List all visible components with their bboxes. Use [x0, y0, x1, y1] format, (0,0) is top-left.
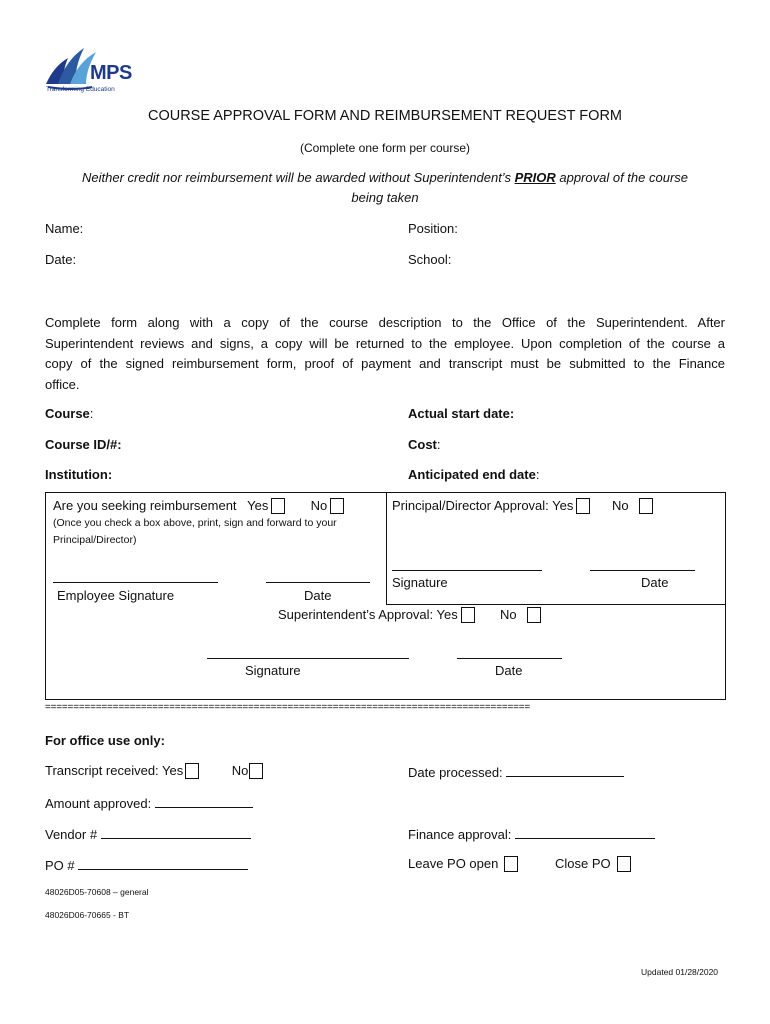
seeking-yes-label: Yes [247, 498, 269, 513]
seeking-note-1: (Once you check a box above, print, sign and forward to your [53, 517, 337, 529]
close-po-label: Close PO [555, 856, 611, 871]
instructions-line: office. [45, 376, 80, 392]
cost-label-colon: : [436, 437, 441, 452]
transcript-yes-checkbox[interactable] [185, 763, 199, 779]
instructions-line: Complete form along with a copy of the course description to the Office of the Superintendent. After [45, 315, 725, 330]
seeking-yes-checkbox[interactable] [271, 498, 285, 514]
instructions-line: copy of the signed reimbursement form, proof of payment and transcript must be submitted to the Finance [45, 356, 725, 371]
principal-signature-label: Signature [392, 575, 448, 590]
date-processed-label: Date processed: [408, 765, 503, 780]
cost-label-text: Cost [408, 437, 437, 452]
employee-date-label: Date [304, 588, 332, 603]
vendor-label: Vendor # [45, 827, 98, 842]
start-date-label: Actual start date: [408, 406, 515, 421]
notice-prior: PRIOR [514, 170, 556, 185]
office-use-heading: For office use only: [45, 733, 165, 748]
seeking-no-label: No [310, 498, 328, 513]
po-field[interactable] [78, 856, 248, 870]
form-title: COURSE APPROVAL FORM AND REIMBURSEMENT REQUEST FORM [147, 108, 622, 124]
form-code-bt: 48026D06-70665 - BT [45, 910, 130, 920]
approval-divider [386, 492, 387, 605]
close-po-checkbox[interactable] [617, 856, 631, 872]
school-label: School: [408, 252, 452, 267]
date-processed-field[interactable] [506, 763, 624, 777]
transcript-no-checkbox[interactable] [249, 763, 263, 779]
superintendent-yes-checkbox[interactable] [461, 607, 475, 623]
superintendent-label: Superintendent’s Approval: Yes [278, 607, 458, 622]
finance-approval-field[interactable] [515, 825, 655, 839]
principal-signature-line [392, 570, 542, 571]
employee-signature-line [53, 582, 218, 583]
notice-pre: Neither credit nor reimbursement will be awarded without Superintendent’s [81, 170, 515, 185]
course-label-text: Course [45, 406, 90, 421]
logo-tagline: Transforming Education [46, 86, 115, 93]
employee-signature-label: Employee Signature [57, 588, 175, 603]
position-label: Position: [408, 221, 458, 236]
course-label [45, 406, 93, 421]
amount-approved-field[interactable] [155, 794, 253, 808]
form-code-general: 48026D05-70608 – general [45, 887, 149, 897]
principal-date-line [590, 570, 695, 571]
course-id-label: Course ID/#: [45, 437, 122, 452]
superintendent-signature-label: Signature [245, 663, 301, 678]
transcript-no-label: No [231, 763, 249, 778]
principal-yes-checkbox[interactable] [576, 498, 590, 514]
principal-no-label: No [612, 498, 629, 513]
form-subtitle: (Complete one form per course) [299, 141, 471, 155]
seeking-note-2: Principal/Director) [53, 534, 137, 546]
superintendent-signature-line [207, 658, 409, 659]
transcript-received [45, 763, 263, 779]
leave-po-open-label: Leave PO open [408, 856, 499, 871]
date-processed [408, 763, 624, 780]
vendor [45, 825, 251, 842]
seeking-no-checkbox[interactable] [330, 498, 344, 514]
amount-approved-label: Amount approved: [45, 796, 152, 811]
finance-approval-label: Finance approval: [408, 827, 512, 842]
prior-approval-notice [0, 170, 770, 185]
superintendent-date-label: Date [495, 663, 523, 678]
principal-label: Principal/Director Approval: Yes [392, 498, 574, 513]
superintendent-no-label: No [500, 607, 517, 622]
leave-po-open [408, 856, 518, 872]
institution-label: Institution: [45, 467, 113, 482]
superintendent-no-checkbox[interactable] [527, 607, 541, 623]
po-number [45, 856, 248, 873]
approval-horizontal-rule [386, 604, 726, 605]
close-po [555, 856, 631, 872]
instructions-line: Superintendent reviews and signs, a copy will be returned to the employee. Upon completion of the course a [45, 335, 725, 351]
end-date-label-text: Anticipated end date [408, 467, 536, 482]
seeking-reimbursement [53, 498, 344, 514]
mps-logo [44, 44, 134, 99]
cost-label [408, 437, 441, 452]
notice-post: approval of the course [555, 170, 688, 185]
superintendent-approval [278, 607, 541, 623]
separator: ====================================================================================== [45, 702, 531, 713]
finance-approval [408, 825, 655, 842]
principal-date-label: Date [641, 575, 669, 590]
updated-date: Updated 01/28/2020 [641, 967, 719, 977]
course-label-colon: : [89, 406, 94, 421]
principal-approval [392, 498, 653, 514]
amount-approved [45, 794, 253, 811]
employee-date-line [266, 582, 370, 583]
date-label: Date: [45, 252, 77, 267]
seeking-label: Are you seeking reimbursement [53, 498, 237, 513]
end-date-label [408, 467, 539, 482]
end-date-label-colon: : [535, 467, 540, 482]
principal-no-checkbox[interactable] [639, 498, 653, 514]
vendor-field[interactable] [101, 825, 251, 839]
name-label: Name: [45, 221, 84, 236]
notice-line2: being taken [351, 190, 419, 205]
logo-name: MPS [90, 62, 132, 84]
transcript-label: Transcript received: Yes [45, 763, 184, 778]
instructions [45, 313, 725, 395]
leave-po-open-checkbox[interactable] [504, 856, 518, 872]
po-label: PO # [45, 858, 75, 873]
superintendent-date-line [457, 658, 562, 659]
